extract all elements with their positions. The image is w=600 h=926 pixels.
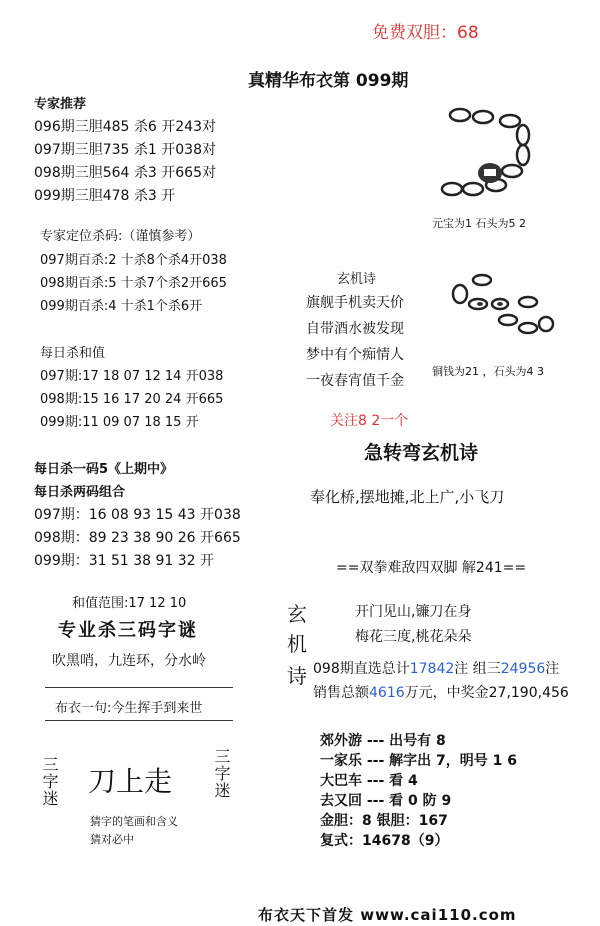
poem-line: 梦中有个痴情人 — [306, 347, 404, 363]
sales-line-1 — [313, 658, 559, 678]
turn-title: 急转弯玄机诗 — [364, 442, 479, 464]
sales-label: 万元，中奖金27,190,456 — [404, 685, 569, 701]
riddle-right-label: 三字迷 — [212, 748, 231, 799]
poem-line: 一夜春宵值千金 — [306, 373, 404, 389]
xuan-line: 开门见山,镰刀在身 — [355, 604, 472, 620]
bottom-list-item: 金胆：8 银胆：167 — [320, 813, 448, 829]
divider — [45, 687, 233, 688]
bottom-list-item: 郊外游 --- 出号有 8 — [320, 733, 446, 749]
direct-count: 17842 — [409, 661, 455, 677]
expert-item: 096期三胆485 杀6 开243对 — [34, 119, 216, 135]
bottom-list-item: 复式：14678（9） — [320, 833, 449, 849]
pro-kill-title: 专业杀三码字谜 — [58, 620, 198, 641]
kill-two-item: 098期：89 23 38 90 26 开665 — [34, 530, 241, 546]
focus-line: 关注8 2一个 — [330, 413, 409, 429]
daily-sum-item: 098期:15 16 17 20 24 开665 — [40, 392, 224, 407]
xuan-vertical-char: 机 — [287, 632, 307, 656]
riddle-hint: 猜字的笔画和含义 — [90, 815, 178, 828]
coin-puzzle-image — [438, 105, 548, 200]
sales-label: 注 — [545, 661, 560, 677]
expert-item: 098期三胆564 杀3 开665对 — [34, 165, 216, 181]
coin-caption-2: 铜钱为21 ，石头为4 3 — [432, 365, 544, 378]
sales-label: 销售总额 — [313, 685, 369, 701]
free-double-label: 免费双胆：68 — [372, 23, 479, 43]
daily-sum-item: 099期:11 09 07 18 15 开 — [40, 415, 199, 430]
coin-puzzle-image — [448, 272, 558, 342]
position-kill-title: 专家定位杀码:（谨慎参考） — [40, 229, 201, 244]
expert-item: 099期三胆478 杀3 开 — [34, 188, 176, 204]
riddle-left-label: 三字迷 — [40, 756, 59, 807]
kill-two-item: 097期：16 08 93 15 43 开038 — [34, 507, 241, 523]
kill-two-title: 每日杀两码组合 — [34, 485, 126, 500]
expert-item: 097期三胆735 杀1 开038对 — [34, 142, 216, 158]
position-kill-item: 098期百杀:5 十杀7个杀2开665 — [40, 276, 227, 291]
poem-line: 自带酒水被发现 — [306, 321, 404, 337]
xuan-vertical-char: 诗 — [287, 664, 307, 688]
sales-label: 注 组三 — [454, 661, 501, 677]
poem-line: 旗舰手机卖天价 — [306, 295, 404, 311]
position-kill-item: 097期百杀:2 十杀8个杀4开038 — [40, 253, 227, 268]
position-kill-item: 099期百杀:4 十杀1个杀6开 — [40, 299, 203, 314]
riddle-main: 刀上走 — [88, 765, 173, 798]
xuan-vertical-char: 玄 — [287, 602, 307, 626]
poem-title: 玄机诗 — [337, 272, 377, 287]
bottom-list-item: 去又回 --- 看 0 防 9 — [320, 793, 452, 809]
turn-line: 奉化桥,摆地摊,北上广,小飞刀 — [310, 488, 505, 506]
footer-site: 布衣天下首发 www.cai110.com — [258, 906, 517, 924]
bottom-list-item: 大巴车 --- 看 4 — [320, 773, 418, 789]
daily-sum-title: 每日杀和值 — [40, 346, 106, 361]
bottom-list-item: 一家乐 --- 解字出 7，明号 1 6 — [320, 753, 518, 769]
sales-label: 098期直选总计 — [313, 661, 410, 677]
sales-total: 4616 — [369, 685, 405, 701]
xuan-line: 梅花三度,桃花朵朵 — [355, 629, 472, 645]
kill-one-line: 每日杀一码5《上期中》 — [34, 462, 174, 477]
pro-kill-line: 吹黑哨，九连环，分水岭 — [52, 653, 206, 669]
riddle-hint: 猜对必中 — [90, 833, 134, 846]
sum-range: 和值范围:17 12 10 — [72, 596, 187, 611]
coin-caption-1: 元宝为1 石头为5 2 — [432, 217, 526, 230]
daily-sum-item: 097期:17 18 07 12 14 开038 — [40, 369, 224, 384]
fist-line: ==双拳难敌四双脚 解241== — [336, 560, 527, 576]
kill-two-item: 099期：31 51 38 91 32 开 — [34, 553, 215, 569]
group-count: 24956 — [500, 661, 546, 677]
page-title: 真精华布衣第 099期 — [248, 71, 409, 91]
divider — [45, 720, 233, 721]
buyi-line: 布衣一句:今生挥手到来世 — [55, 701, 203, 716]
expert-title: 专家推荐 — [34, 97, 87, 112]
sales-line-2 — [313, 682, 569, 702]
